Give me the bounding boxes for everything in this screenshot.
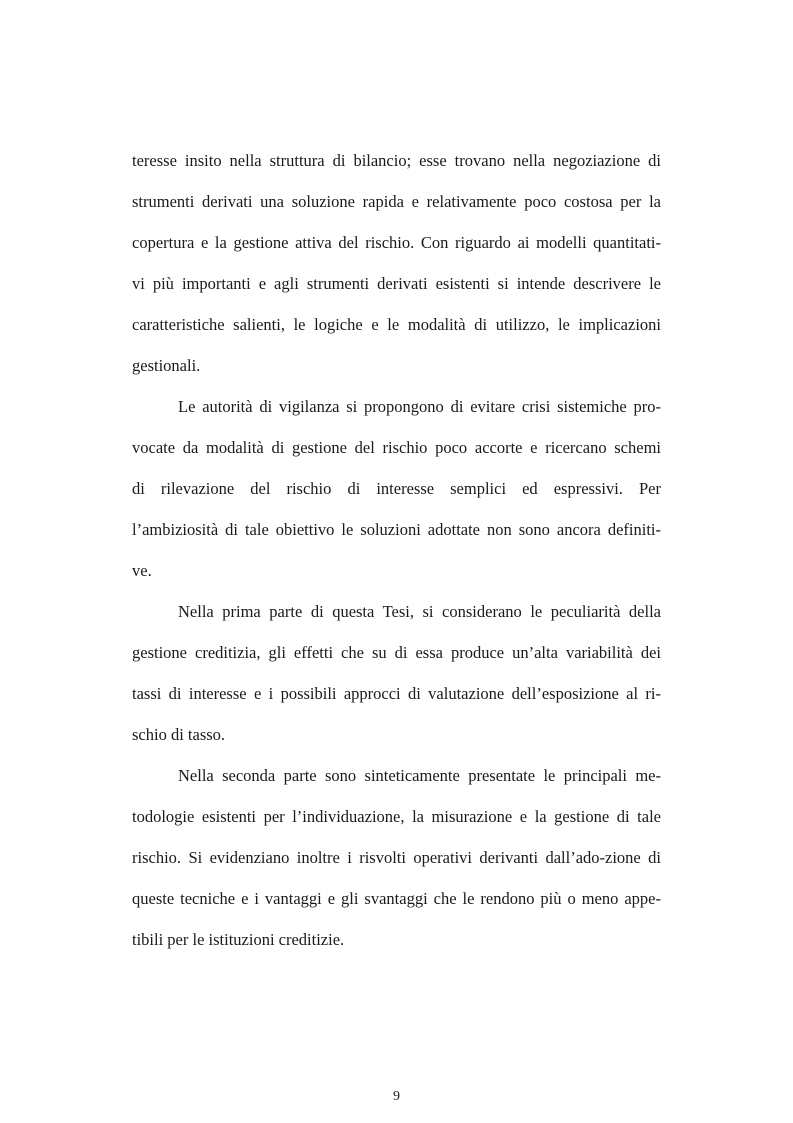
text-line: di rilevazione del rischio di interesse semplici ed espressivi. Per: [132, 479, 661, 498]
text-line: Nella seconda parte sono sinteticamente presentate le principali me-: [178, 766, 661, 785]
text-line: copertura e la gestione attiva del rischio. Con riguardo ai modelli quantitati-: [132, 233, 661, 252]
text-line: vocate da modalità di gestione del rischio poco accorte e ricercano schemi: [132, 438, 661, 457]
text-line: rischio. Si evidenziano inoltre i risvolti operativi derivanti dall’ado-zione di: [132, 848, 661, 867]
text-line: l’ambiziosità di tale obiettivo le soluzioni adottate non sono ancora definiti-: [132, 520, 661, 539]
text-line: queste tecniche e i vantaggi e gli svantaggi che le rendono più o meno appe-: [132, 889, 661, 908]
text-line: todologie esistenti per l’individuazione, la misurazione e la gestione di tale: [132, 807, 661, 826]
text-line: gestionali.: [132, 356, 201, 375]
text-line: schio di tasso.: [132, 725, 226, 744]
text-line: Le autorità di vigilanza si propongono di evitare crisi sistemiche pro-: [178, 397, 661, 416]
text-line: teresse insito nella struttura di bilancio; esse trovano nella negoziazione di: [132, 151, 661, 170]
text-line: tibili per le istituzioni creditizie.: [132, 930, 345, 949]
text-line: tassi di interesse e i possibili approcci di valutazione dell’esposizione al ri-: [132, 684, 661, 703]
text-line: strumenti derivati una soluzione rapida e relativamente poco costosa per la: [132, 192, 661, 211]
text-line: ve.: [132, 561, 152, 580]
text-line: gestione creditizia, gli effetti che su di essa produce un’alta variabilità dei: [132, 643, 661, 662]
page-number: 9: [393, 1089, 400, 1104]
text-line: Nella prima parte di questa Tesi, si considerano le peculiarità della: [178, 602, 661, 621]
text-line: caratteristiche salienti, le logiche e le modalità di utilizzo, le implicazioni: [132, 315, 661, 334]
text-line: vi più importanti e agli strumenti derivati esistenti si intende descrivere le: [132, 274, 661, 293]
